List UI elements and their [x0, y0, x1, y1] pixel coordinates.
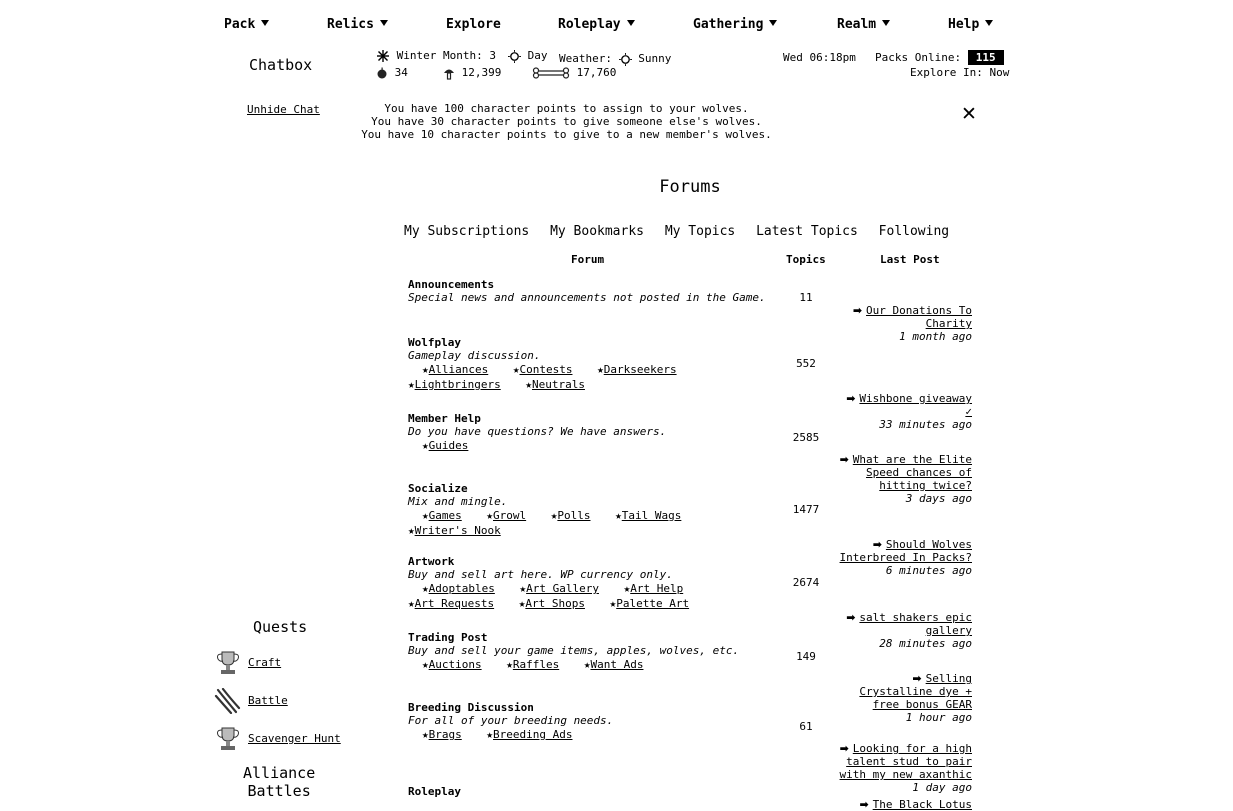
- star-icon: ★: [583, 658, 591, 671]
- alliance-title-line2: Battles: [247, 782, 311, 800]
- quest-craft-link[interactable]: Craft: [248, 656, 282, 669]
- forum-name[interactable]: Trading Post: [408, 631, 488, 644]
- forum-description: Special news and announcements not posted in the Game.: [408, 291, 766, 304]
- packs-online: [875, 51, 1004, 64]
- bone-icon: [532, 67, 570, 79]
- forum-name[interactable]: Artwork: [408, 555, 455, 568]
- daytime-status: [508, 49, 548, 63]
- forum-info: [408, 278, 978, 304]
- subforum-list: [408, 657, 758, 672]
- subforum-list: [408, 727, 758, 742]
- subforum-item: [597, 363, 676, 376]
- last-post-time: 1 day ago: [912, 781, 972, 794]
- last-post-time: 33 minutes ago: [879, 418, 972, 431]
- forum-description: For all of your breeding needs.: [408, 714, 614, 727]
- nav-explore-label: Explore: [446, 17, 501, 32]
- apples-value: 34: [394, 66, 408, 79]
- chatbox-title: Chatbox: [249, 56, 313, 74]
- last-post-link[interactable]: The Black Lotus: [872, 798, 972, 811]
- star-icon: ★: [408, 597, 415, 610]
- packs-online-label: Packs Online:: [875, 51, 962, 64]
- mushrooms-count: [443, 66, 501, 80]
- snowflake-icon: [376, 49, 390, 63]
- star-icon: ★: [422, 658, 429, 671]
- points-line-assign: You have 100 character points to assign to your wolves.: [384, 102, 749, 115]
- sun-icon: [619, 53, 632, 66]
- nav-help-label: Help: [948, 17, 980, 32]
- forum-name[interactable]: Member Help: [408, 412, 481, 425]
- apples-count: [376, 66, 408, 79]
- subforum-link[interactable]: Tail Wags: [621, 509, 682, 522]
- unhide-chat-link[interactable]: Unhide Chat: [247, 103, 320, 116]
- nav-pack[interactable]: [224, 17, 269, 32]
- star-icon: ★: [486, 509, 493, 522]
- page-title: Forums: [659, 177, 721, 197]
- subforum-item: [408, 378, 501, 391]
- forum-description: Mix and mingle.: [408, 495, 508, 508]
- alliance-battles-title: [243, 764, 315, 800]
- subforum-link[interactable]: Growl: [493, 509, 527, 522]
- subforum-link[interactable]: Polls: [557, 509, 591, 522]
- forum-info: [408, 412, 978, 453]
- last-post-link[interactable]: Should Wolves Interbreed In Packs?: [839, 538, 972, 564]
- star-icon: ★: [422, 728, 429, 741]
- subforum-link[interactable]: Art Shops: [525, 597, 585, 610]
- subforum-link[interactable]: Breeding Ads: [493, 728, 573, 741]
- forum-name[interactable]: Roleplay: [408, 785, 461, 798]
- star-icon: ★: [422, 509, 429, 522]
- forum-row: [408, 785, 978, 811]
- forum-info: [408, 785, 978, 798]
- subforum-link[interactable]: Brags: [428, 728, 462, 741]
- forum-info: [408, 336, 978, 392]
- trophy-icon: [214, 650, 242, 676]
- sun-icon: [508, 50, 521, 63]
- quest-battle[interactable]: [214, 688, 288, 714]
- quest-scavenger-hunt[interactable]: [214, 726, 341, 752]
- subforum-list: [408, 508, 758, 538]
- trophy-icon: [214, 726, 242, 752]
- subforum-link[interactable]: Palette Art: [616, 597, 690, 610]
- weather-text: Sunny: [638, 52, 672, 65]
- star-icon: ★: [408, 524, 415, 537]
- chevron-down-icon: [261, 20, 269, 26]
- weather-label: Weather:: [559, 52, 612, 65]
- subforum-link[interactable]: Contests: [519, 363, 573, 376]
- quest-scavenger-hunt-link[interactable]: Scavenger Hunt: [248, 732, 341, 745]
- forum-name[interactable]: Announcements: [408, 278, 495, 291]
- quests-title: Quests: [253, 618, 308, 636]
- subforum-list: [408, 438, 758, 453]
- subforum-link[interactable]: Art Requests: [414, 597, 495, 610]
- subforum-item: [610, 597, 689, 610]
- star-icon: ★: [519, 582, 527, 595]
- subforum-link[interactable]: Art Gallery: [526, 582, 599, 595]
- last-post-time: 1 month ago: [899, 330, 972, 343]
- subforum-item: [408, 524, 501, 537]
- star-icon: ★: [422, 439, 429, 452]
- subforum-item: [486, 509, 526, 522]
- star-icon: ★: [525, 378, 532, 391]
- bones-count: [532, 66, 616, 79]
- explore-timer: Explore In: Now: [910, 66, 1010, 79]
- last-post-link[interactable]: salt shakers epic gallery: [859, 611, 972, 637]
- subforum-item: [422, 658, 482, 671]
- forum-description: Buy and sell art here. WP currency only.: [408, 568, 673, 581]
- star-icon: ★: [518, 597, 526, 610]
- subforum-item: [422, 728, 462, 741]
- alliance-title-line1: Alliance: [243, 764, 316, 782]
- arrow-right-icon: ➡: [846, 611, 856, 624]
- server-clock: Wed 06:18pm: [783, 51, 856, 64]
- forum-description: Buy and sell your game items, apples, wolves, etc.: [408, 644, 740, 657]
- subforum-list: [408, 581, 758, 611]
- star-icon: ★: [550, 509, 558, 522]
- tab-following[interactable]: Following: [878, 224, 950, 239]
- subforum-item: [525, 378, 585, 391]
- subforum-link[interactable]: Auctions: [428, 658, 482, 671]
- subforum-item: [408, 597, 494, 610]
- subforum-item: [422, 582, 495, 595]
- forum-topic-count: 2674: [792, 576, 820, 589]
- star-icon: ★: [615, 509, 622, 522]
- mushroom-icon: [443, 67, 455, 80]
- subforum-list: [408, 362, 758, 392]
- nav-realm-label: Realm: [837, 17, 877, 32]
- forum-name[interactable]: Wolfplay: [408, 336, 461, 349]
- nav-gathering[interactable]: [693, 17, 777, 32]
- close-icon[interactable]: ✕: [961, 103, 977, 125]
- subforum-item: [624, 582, 684, 595]
- subforum-link[interactable]: Lightbringers: [414, 378, 501, 391]
- nav-pack-label: Pack: [224, 17, 256, 32]
- subforum-link[interactable]: Games: [428, 509, 462, 522]
- star-icon: ★: [609, 597, 617, 610]
- arrow-right-icon: ➡: [859, 798, 869, 811]
- last-post-link[interactable]: Our Donations To Charity: [866, 304, 972, 330]
- chevron-down-icon: [380, 20, 388, 26]
- forum-topic-count: 1477: [792, 503, 820, 516]
- subforum-link[interactable]: Adoptables: [428, 582, 495, 595]
- nav-relics-label: Relics: [327, 17, 374, 32]
- last-post-time: 28 minutes ago: [879, 637, 972, 650]
- arrow-right-icon: ➡: [852, 304, 863, 317]
- chevron-down-icon: [769, 20, 777, 26]
- nav-realm[interactable]: [837, 17, 890, 32]
- points-line-give: You have 30 character points to give someone else's wolves.: [371, 115, 762, 128]
- last-post-link[interactable]: Looking for a high talent stud to pair with my new axanthic: [839, 742, 972, 781]
- forum-name[interactable]: Breeding Discussion: [408, 701, 534, 714]
- tab-my-subscriptions[interactable]: My Subscriptions: [404, 224, 530, 239]
- last-post-time: 3 days ago: [905, 492, 972, 505]
- arrow-right-icon: ➡: [872, 538, 882, 551]
- forum-description: Do you have questions? We have answers.: [408, 425, 667, 438]
- nav-explore[interactable]: [446, 17, 501, 32]
- arrow-right-icon: ➡: [839, 742, 849, 755]
- forum-topic-count: 552: [796, 357, 816, 370]
- star-icon: ★: [486, 728, 493, 741]
- forum-info: [408, 631, 978, 672]
- nav-roleplay[interactable]: [558, 17, 635, 32]
- subforum-item: [422, 509, 462, 522]
- last-post-link[interactable]: Selling Crystalline dye + free bonus GEAR: [859, 672, 972, 711]
- star-icon: ★: [506, 658, 513, 671]
- forum-info: [408, 482, 978, 538]
- forum-info: [408, 701, 978, 742]
- subforum-item: [513, 363, 573, 376]
- forum-topic-count: 2585: [792, 431, 820, 444]
- season-text: Winter Month: 3: [396, 49, 496, 62]
- chevron-down-icon: [985, 20, 993, 26]
- star-icon: ★: [623, 582, 631, 595]
- nav-roleplay-label: Roleplay: [558, 17, 621, 32]
- subforum-item: [422, 363, 488, 376]
- apple-icon: [376, 67, 388, 79]
- arrow-right-icon: ➡: [912, 672, 922, 685]
- subforum-item: [422, 439, 468, 452]
- subforum-item: [584, 658, 644, 671]
- last-post-time: 6 minutes ago: [885, 564, 972, 577]
- subforum-link[interactable]: Guides: [428, 439, 469, 452]
- subforum-item: [551, 509, 591, 522]
- tab-my-bookmarks[interactable]: My Bookmarks: [550, 224, 644, 239]
- last-post-time: 1 hour ago: [905, 711, 972, 724]
- mushrooms-value: 12,399: [461, 66, 502, 79]
- packs-online-badge[interactable]: 115: [968, 50, 1004, 65]
- forum-description: Gameplay discussion.: [408, 349, 541, 362]
- column-header-topics: Topics: [786, 253, 826, 266]
- subforum-link[interactable]: Neutrals: [531, 378, 585, 391]
- subforum-item: [615, 509, 681, 522]
- last-post-link[interactable]: What are the Elite Speed chances of hitting twice?: [852, 453, 972, 492]
- subforum-link[interactable]: Alliances: [428, 363, 489, 376]
- subforum-item: [519, 582, 598, 595]
- last-post-link[interactable]: Wishbone giveaway ✓: [859, 392, 972, 418]
- quest-craft[interactable]: [214, 650, 281, 676]
- star-icon: ★: [422, 363, 429, 376]
- forum-topic-count: 61: [799, 720, 813, 733]
- forum-topic-count: 149: [796, 650, 816, 663]
- season-status: [376, 49, 496, 63]
- column-header-forum: Forum: [571, 253, 605, 266]
- subforum-item: [519, 597, 585, 610]
- subforum-link[interactable]: Writer's Nook: [414, 524, 501, 537]
- nav-relics[interactable]: [327, 17, 388, 32]
- star-icon: ★: [512, 363, 520, 376]
- tab-latest-topics[interactable]: Latest Topics: [756, 224, 858, 239]
- subforum-link[interactable]: Raffles: [512, 658, 560, 671]
- bones-value: 17,760: [576, 66, 617, 79]
- points-line-new-member: You have 10 character points to give to a new member's wolves.: [361, 128, 772, 141]
- daytime-text: Day: [527, 49, 548, 62]
- tab-my-topics[interactable]: My Topics: [664, 224, 736, 239]
- weather-status: [559, 52, 671, 66]
- chevron-down-icon: [882, 20, 890, 26]
- star-icon: ★: [597, 363, 604, 376]
- star-icon: ★: [408, 378, 415, 391]
- subforum-link[interactable]: Darkseekers: [603, 363, 677, 376]
- subforum-link[interactable]: Want Ads: [590, 658, 644, 671]
- subforum-item: [506, 658, 559, 671]
- forum-info: [408, 555, 978, 611]
- arrow-right-icon: ➡: [839, 453, 849, 466]
- chevron-down-icon: [627, 20, 635, 26]
- forum-topic-count: 11: [799, 291, 813, 304]
- subforum-item: [486, 728, 572, 741]
- nav-help[interactable]: [948, 17, 993, 32]
- subforum-link[interactable]: Art Help: [630, 582, 684, 595]
- star-icon: ★: [422, 582, 429, 595]
- claw-marks-icon: [214, 688, 242, 714]
- arrow-right-icon: ➡: [846, 392, 856, 405]
- quest-battle-link[interactable]: Battle: [248, 694, 288, 707]
- column-header-last-post: Last Post: [880, 253, 940, 266]
- forum-tabs: [404, 224, 962, 239]
- nav-gathering-label: Gathering: [693, 17, 764, 32]
- forum-name[interactable]: Socialize: [408, 482, 468, 495]
